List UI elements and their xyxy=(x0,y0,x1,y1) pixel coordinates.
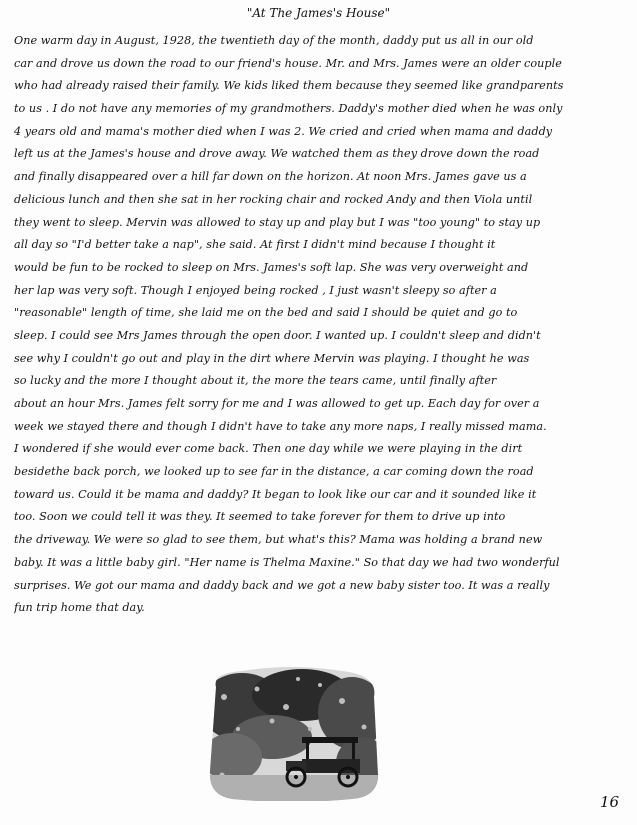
text-line: would be fun to be rocked to sleep on Mrs. James's soft lap. She was very overweight and xyxy=(14,260,529,274)
text-line: toward us. Could it be mama and daddy? It began to look like our car and it sounded like it xyxy=(14,487,537,501)
text-line: fun trip home that day. xyxy=(14,601,145,615)
text-line: delicious lunch and then she sat in her rocking chair and rocked Andy and then Viola until xyxy=(14,192,533,206)
page-number: 16 xyxy=(600,793,620,811)
text-line: baby. It was a little baby girl. "Her name is Thelma Maxine." So that day we had two wonderful xyxy=(14,555,560,569)
text-line: car and drove us down the road to our friend's house. Mr. and Mrs. James were an older couple xyxy=(14,56,562,70)
text-line: "reasonable" length of time, she laid me on the bed and said I should be quiet and go to xyxy=(14,306,518,320)
text-line: see why I couldn't go out and play in the dirt where Mervin was playing. I thought he was xyxy=(14,351,530,365)
text-line: sleep. I could see Mrs James through the open door. I wanted up. I couldn't sleep and didn't xyxy=(14,328,541,342)
text-line: who had already raised their family. We kids liked them because they seemed like grandparents xyxy=(14,79,564,93)
text-line: I wondered if she would ever come back. Then one day while we were playing in the dirt xyxy=(14,442,523,456)
text-line: left us at the James's house and drove away. We watched them as they drove down the road xyxy=(14,147,540,161)
text-line: week we stayed there and though I didn't have to take any more naps, I really missed mama. xyxy=(14,419,547,433)
text-line: besidethe back porch, we looked up to see far in the distance, a car coming down the road xyxy=(14,465,534,479)
text-line: and finally disappeared over a hill far down on the horizon. At noon Mrs. James gave us a xyxy=(14,170,527,184)
text-line: so lucky and the more I thought about it, the more the tears came, until finally after xyxy=(14,374,497,388)
text-line: surprises. We got our mama and daddy back and we got a new baby sister too. It was a really xyxy=(14,578,550,592)
text-line: 4 years old and mama's mother died when I was 2. We cried and cried when mama and daddy xyxy=(14,124,553,138)
text-line: they went to sleep. Mervin was allowed to stay up and play but I was "too young" to stay up xyxy=(14,215,541,229)
text-line: all day so "I'd better take a nap", she said. At first I didn't mind because I thought it xyxy=(14,238,496,252)
text-line: to us . I do not have any memories of my grandmothers. Daddy's mother died when he was only xyxy=(14,102,563,116)
story-text xyxy=(14,30,614,620)
text-line: One warm day in August, 1928, the twentieth day of the month, daddy put us all in our old xyxy=(14,34,534,47)
text-line: too. Soon we could tell it was they. It seemed to take forever for them to drive up into xyxy=(14,510,506,524)
text-line: the driveway. We were so glad to see them, but what's this? Mama was holding a brand new xyxy=(14,533,543,547)
document-title: "At The James's House" xyxy=(246,6,391,20)
text-line: about an hour Mrs. James felt sorry for me and I was allowed to get up. Each day for over a xyxy=(14,397,540,410)
text-line: her lap was very soft. Though I enjoyed being rocked , I just wasn't sleepy so after a xyxy=(14,283,497,297)
vintage-car-photo xyxy=(202,667,382,801)
